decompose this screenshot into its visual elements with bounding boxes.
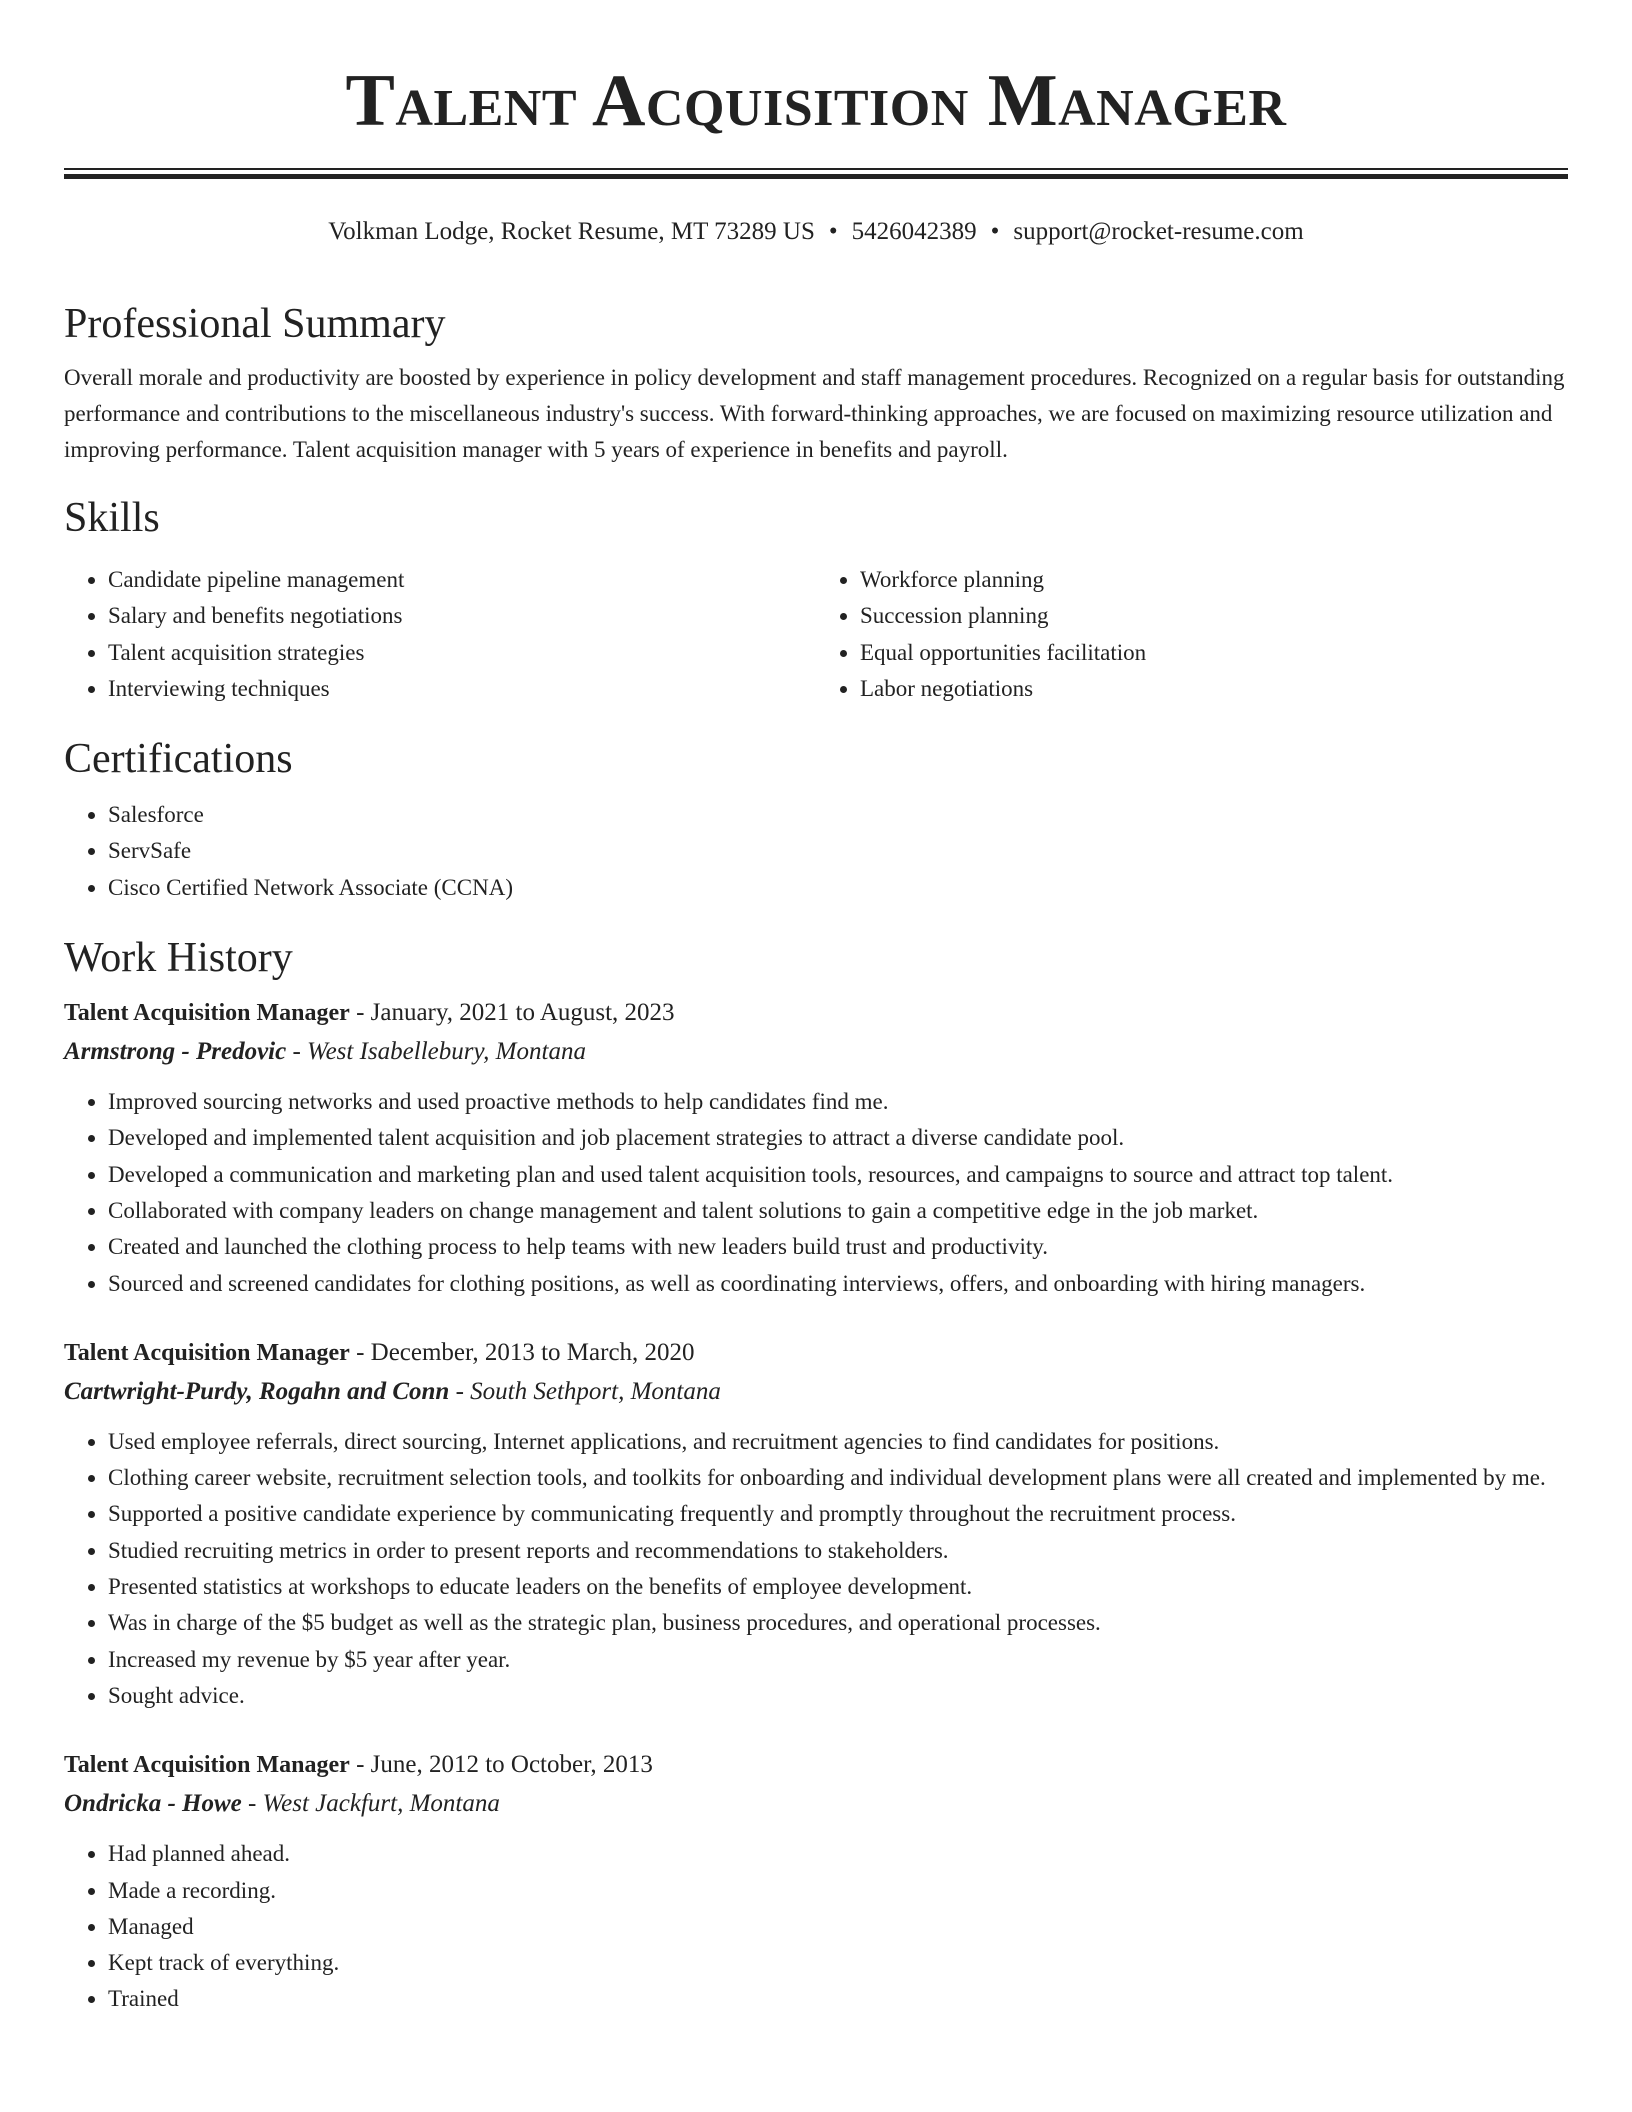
contact-email: support@rocket-resume.com [1013,218,1304,245]
job-bullet: • Sourced and screened candidates for clothing positions, as well as coordinating interviews, offers, and onboarding with hiring managers. [108,1266,1568,1302]
summary-heading: Professional Summary [64,301,446,347]
skill-item: • Equal opportunities facilitation [860,635,1568,671]
job-bullet: • Developed and implemented talent acquisition and job placement strategies to attract a diverse candidate pool. [108,1120,1568,1156]
contact-separator: • [990,218,1000,245]
work-history-section [64,928,1568,2018]
job-location: - West Isabellebury, Montana [286,1038,586,1066]
summary-section [64,294,1568,468]
job-title: Talent Acquisition Manager [64,1000,350,1027]
candidate-name: Talent Acquisition Manager [345,60,1287,142]
job-location: - South Sethport, Montana [449,1377,721,1405]
header-rule-thick [64,174,1568,179]
skill-item: • Labor negotiations [860,671,1568,707]
job-bullet: • Kept track of everything. [108,1945,1568,1981]
job-company: Armstrong - Predovic [64,1038,287,1066]
skills-list-right [816,562,1568,707]
certifications-section [64,729,1568,906]
contact-separator: • [828,218,838,245]
job-entry [64,1334,1568,1714]
job-bullet: • Collaborated with company leaders on change management and talent solutions to gain a competitive edge in the job market. [108,1193,1568,1229]
skills-heading: Skills [64,495,160,541]
job-company-line [64,1032,1568,1072]
job-bullet: • Created and launched the clothing process to help teams with new leaders build trust and productivity. [108,1229,1568,1265]
skill-item: • Succession planning [860,598,1568,634]
skills-section [64,488,1568,707]
contact-phone: 5426042389 [851,218,977,245]
job-bullet: • Sought advice. [108,1678,1568,1714]
job-bullet: • Used employee referrals, direct sourcing, Internet applications, and recruitment agencies to find candidates for positions. [108,1424,1568,1460]
job-bullet: • Supported a positive candidate experience by communicating frequently and promptly throughout the recruitment process. [108,1496,1568,1532]
job-bullets [64,1084,1568,1302]
skills-list-left [64,562,816,707]
contact-line [64,214,1568,250]
skill-item: • Candidate pipeline management [108,562,816,598]
skills-columns [64,554,1568,707]
job-bullet: • Trained [108,1981,1568,2017]
job-dates: - June, 2012 to October, 2013 [349,1751,653,1779]
job-bullet: • Had planned ahead. [108,1836,1568,1872]
job-dates: - January, 2021 to August, 2023 [349,999,675,1027]
skill-item: • Workforce planning [860,562,1568,598]
skill-item: • Salary and benefits negotiations [108,598,816,634]
skill-item: • Talent acquisition strategies [108,635,816,671]
contact-address: Volkman Lodge, Rocket Resume, MT 73289 US [328,218,815,245]
job-bullet: • Made a recording. [108,1873,1568,1909]
header-rule-thin [64,168,1568,170]
job-location: - West Jackfurt, Montana [241,1790,500,1818]
job-dates: - December, 2013 to March, 2020 [349,1338,695,1366]
certification-item: • Salesforce [108,797,1568,833]
job-bullet: • Managed [108,1909,1568,1945]
summary-text: Overall morale and productivity are boosted by experience in policy development and staff management procedures. Recognized on a regular basis for outstanding performance and contributions to the miscellaneous industry's success. With forward-thinking approaches, we are focused on maximizing resource utilization and improving performance. Talent acquisition manager with 5 years of experience in benefits and payroll. [64,365,1565,462]
work-history-heading: Work History [64,935,293,982]
job-bullet: • Presented statistics at workshops to educate leaders on the benefits of employee development. [108,1569,1568,1605]
certifications-heading: Certifications [64,736,293,783]
job-bullet: • Clothing career website, recruitment selection tools, and toolkits for onboarding and individual development plans were all created and implemented by me. [108,1460,1568,1496]
job-title: Talent Acquisition Manager [64,1752,350,1779]
job-title-line [64,994,1568,1032]
job-title-line [64,1334,1568,1372]
job-bullet: • Increased my revenue by $5 year after year. [108,1642,1568,1678]
job-company-line [64,1784,1568,1824]
job-bullet: • Developed a communication and marketing plan and used talent acquisition tools, resources, and campaigns to source and attract top talent. [108,1157,1568,1193]
certification-item: • ServSafe [108,833,1568,869]
job-bullet: • Studied recruiting metrics in order to present reports and recommendations to stakeholders. [108,1533,1568,1569]
certifications-list [64,797,1568,906]
job-company-line [64,1372,1568,1412]
job-company: Cartwright-Purdy, Rogahn and Conn [64,1377,450,1405]
job-title: Talent Acquisition Manager [64,1339,350,1366]
job-bullet: • Was in charge of the $5 budget as well as the strategic plan, business procedures, and operational processes. [108,1605,1568,1641]
job-entry [64,1746,1568,2017]
job-bullets [64,1836,1568,2017]
job-company: Ondricka - Howe [64,1790,242,1818]
job-bullets [64,1424,1568,1714]
job-bullet: • Improved sourcing networks and used proactive methods to help candidates find me. [108,1084,1568,1120]
resume-content [64,284,1568,2050]
job-title-line [64,1746,1568,1784]
certification-item: • Cisco Certified Network Associate (CCNA) [108,870,1568,906]
skill-item: • Interviewing techniques [108,671,816,707]
job-entry [64,994,1568,1302]
